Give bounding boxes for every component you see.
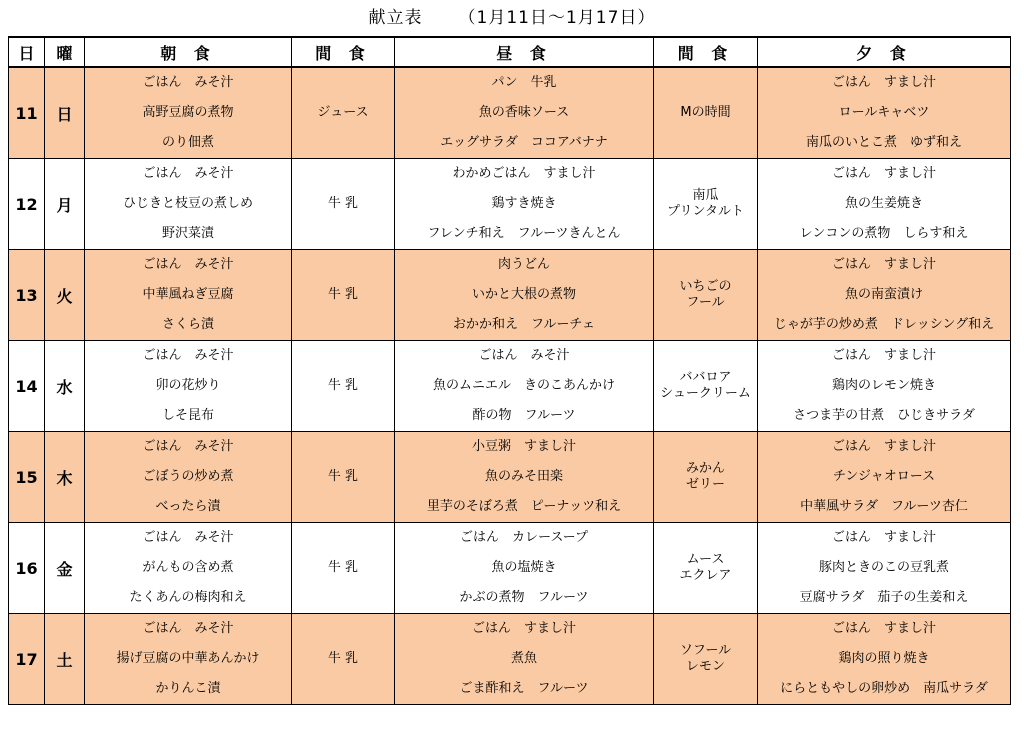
snack-1-cell xyxy=(292,432,395,523)
breakfast-dish: 高野豆腐の煮物 xyxy=(85,98,292,128)
lunch-dish: 魚の香味ソース xyxy=(395,98,654,128)
table-row xyxy=(9,401,1011,432)
dinner-dish: ロールキャベツ xyxy=(758,98,1011,128)
breakfast-dish: 揚げ豆腐の中華あんかけ xyxy=(85,644,292,674)
day-number: 16 xyxy=(9,523,45,614)
snack-1-item: ジュース xyxy=(317,105,369,120)
dinner-dish: ごはん すまし汁 xyxy=(758,614,1011,645)
snack-2-item: ババロア xyxy=(679,370,732,385)
header-snack-2: 間 食 xyxy=(654,37,758,67)
snack-2-cell xyxy=(654,250,758,341)
weekday: 木 xyxy=(45,432,85,523)
table-row xyxy=(9,280,1011,310)
header-snack-1: 間 食 xyxy=(292,37,395,67)
snack-1-item: 牛 乳 xyxy=(327,287,359,302)
lunch-dish: 魚の塩焼き xyxy=(395,553,654,583)
breakfast-dish: さくら漬 xyxy=(85,310,292,341)
snack-2-item: いちごの xyxy=(679,279,732,294)
breakfast-dish: ごはん みそ汁 xyxy=(85,341,292,372)
snack-2-item: プリンタルト xyxy=(667,204,744,219)
snack-2-item: エクレア xyxy=(679,568,732,583)
lunch-dish: 里芋のそぼろ煮 ピーナッツ和え xyxy=(395,492,654,523)
breakfast-dish: 卯の花炒り xyxy=(85,371,292,401)
snack-2-cell xyxy=(654,614,758,705)
snack-1-item: 牛 乳 xyxy=(327,651,359,666)
dinner-dish: 豆腐サラダ 茄子の生姜和え xyxy=(758,583,1011,614)
breakfast-dish: ひじきと枝豆の煮しめ xyxy=(85,189,292,219)
snack-2-cell xyxy=(654,523,758,614)
breakfast-dish: がんもの含め煮 xyxy=(85,553,292,583)
table-row xyxy=(9,674,1011,705)
table-row xyxy=(9,67,1011,98)
snack-2-item: フール xyxy=(686,295,725,310)
lunch-dish: 肉うどん xyxy=(395,250,654,281)
lunch-dish: フレンチ和え フルーツきんとん xyxy=(395,219,654,250)
snack-2-item: シュークリーム xyxy=(660,386,751,401)
dinner-dish: ごはん すまし汁 xyxy=(758,432,1011,463)
lunch-dish: 魚のムニエル きのこあんかけ xyxy=(395,371,654,401)
title-date-range: （1月11日～1月17日） xyxy=(458,8,656,28)
snack-2-item: みかん xyxy=(685,461,725,476)
table-row xyxy=(9,341,1011,372)
dinner-dish: ごはん すまし汁 xyxy=(758,67,1011,98)
day-number: 15 xyxy=(9,432,45,523)
table-row xyxy=(9,159,1011,190)
weekday: 日 xyxy=(45,67,85,159)
snack-1-item: 牛 乳 xyxy=(327,378,359,393)
breakfast-dish: ごはん みそ汁 xyxy=(85,159,292,190)
lunch-dish: ごはん みそ汁 xyxy=(395,341,654,372)
dinner-dish: 中華風サラダ フルーツ杏仁 xyxy=(758,492,1011,523)
table-row xyxy=(9,644,1011,674)
snack-1-item: 牛 乳 xyxy=(327,196,359,211)
snack-1-item: 牛 乳 xyxy=(327,560,359,575)
breakfast-dish: かりんこ漬 xyxy=(85,674,292,705)
dinner-dish: にらともやしの卵炒め 南瓜サラダ xyxy=(758,674,1011,705)
lunch-dish: おかか和え フルーチェ xyxy=(395,310,654,341)
breakfast-dish: ごはん みそ汁 xyxy=(85,67,292,98)
breakfast-dish: べったら漬 xyxy=(85,492,292,523)
lunch-dish: エッグサラダ ココアバナナ xyxy=(395,128,654,159)
weekday: 水 xyxy=(45,341,85,432)
menu-table xyxy=(8,36,1011,705)
breakfast-dish: ごはん みそ汁 xyxy=(85,523,292,554)
snack-2-item: ムース xyxy=(686,552,725,567)
weekday: 月 xyxy=(45,159,85,250)
dinner-dish: 南瓜のいとこ煮 ゆず和え xyxy=(758,128,1011,159)
snack-2-item: レモン xyxy=(685,659,725,674)
table-row xyxy=(9,310,1011,341)
snack-1-cell xyxy=(292,250,395,341)
page-title xyxy=(0,4,1024,32)
header-lunch: 昼 食 xyxy=(395,37,654,67)
dinner-dish: チンジャオロース xyxy=(758,462,1011,492)
day-number: 11 xyxy=(9,67,45,159)
breakfast-dish: 野沢菜漬 xyxy=(85,219,292,250)
snack-2-cell xyxy=(654,159,758,250)
header-dinner: 夕 食 xyxy=(758,37,1011,67)
lunch-dish: ごま酢和え フルーツ xyxy=(395,674,654,705)
dinner-dish: じゃが芋の炒め煮 ドレッシング和え xyxy=(758,310,1011,341)
table-row xyxy=(9,371,1011,401)
breakfast-dish: たくあんの梅肉和え xyxy=(85,583,292,614)
table-row xyxy=(9,189,1011,219)
weekday: 火 xyxy=(45,250,85,341)
table-row xyxy=(9,432,1011,463)
lunch-dish: ごはん すまし汁 xyxy=(395,614,654,645)
snack-2-item: 南瓜 xyxy=(692,188,719,203)
lunch-dish: パン 牛乳 xyxy=(395,67,654,98)
menu-body xyxy=(9,67,1011,705)
day-number: 14 xyxy=(9,341,45,432)
snack-2-cell xyxy=(654,341,758,432)
snack-1-cell xyxy=(292,67,395,159)
lunch-dish: 魚のみそ田楽 xyxy=(395,462,654,492)
snack-1-cell xyxy=(292,523,395,614)
snack-1-cell xyxy=(292,159,395,250)
weekday: 土 xyxy=(45,614,85,705)
table-row xyxy=(9,98,1011,128)
day-number: 17 xyxy=(9,614,45,705)
lunch-dish: 酢の物 フルーツ xyxy=(395,401,654,432)
table-row xyxy=(9,492,1011,523)
table-row xyxy=(9,250,1011,281)
dinner-dish: ごはん すまし汁 xyxy=(758,159,1011,190)
snack-1-cell xyxy=(292,341,395,432)
breakfast-dish: しそ昆布 xyxy=(85,401,292,432)
snack-1-cell xyxy=(292,614,395,705)
dinner-dish: 豚肉ときのこの豆乳煮 xyxy=(758,553,1011,583)
table-row xyxy=(9,219,1011,250)
header-weekday: 曜 xyxy=(45,37,85,67)
dinner-dish: 鶏肉の照り焼き xyxy=(758,644,1011,674)
dinner-dish: さつま芋の甘煮 ひじきサラダ xyxy=(758,401,1011,432)
table-row xyxy=(9,614,1011,645)
snack-2-item: ゼリー xyxy=(685,477,725,492)
snack-2-item: Mの時間 xyxy=(680,105,731,120)
snack-2-cell xyxy=(654,67,758,159)
dinner-dish: 魚の生姜焼き xyxy=(758,189,1011,219)
dinner-dish: 魚の南蛮漬け xyxy=(758,280,1011,310)
header-row xyxy=(9,37,1011,67)
lunch-dish: ごはん カレースープ xyxy=(395,523,654,554)
day-number: 13 xyxy=(9,250,45,341)
weekday: 金 xyxy=(45,523,85,614)
lunch-dish: 小豆粥 すまし汁 xyxy=(395,432,654,463)
breakfast-dish: ごはん みそ汁 xyxy=(85,432,292,463)
day-number: 12 xyxy=(9,159,45,250)
lunch-dish: いかと大根の煮物 xyxy=(395,280,654,310)
dinner-dish: ごはん すまし汁 xyxy=(758,250,1011,281)
table-row xyxy=(9,523,1011,554)
header-breakfast: 朝 食 xyxy=(85,37,292,67)
table-row xyxy=(9,553,1011,583)
snack-2-item: ソフール xyxy=(679,643,732,658)
breakfast-dish: ごぼうの炒め煮 xyxy=(85,462,292,492)
dinner-dish: レンコンの煮物 しらす和え xyxy=(758,219,1011,250)
title-main: 献立表 xyxy=(368,8,423,28)
breakfast-dish: ごはん みそ汁 xyxy=(85,250,292,281)
dinner-dish: ごはん すまし汁 xyxy=(758,341,1011,372)
table-row xyxy=(9,462,1011,492)
snack-2-cell xyxy=(654,432,758,523)
snack-1-item: 牛 乳 xyxy=(327,469,359,484)
dinner-dish: 鶏肉のレモン焼き xyxy=(758,371,1011,401)
breakfast-dish: 中華風ねぎ豆腐 xyxy=(85,280,292,310)
table-row xyxy=(9,128,1011,159)
lunch-dish: かぶの煮物 フルーツ xyxy=(395,583,654,614)
table-row xyxy=(9,583,1011,614)
dinner-dish: ごはん すまし汁 xyxy=(758,523,1011,554)
lunch-dish: わかめごはん すまし汁 xyxy=(395,159,654,190)
lunch-dish: 鶏すき焼き xyxy=(395,189,654,219)
header-day: 日 xyxy=(9,37,45,67)
breakfast-dish: ごはん みそ汁 xyxy=(85,614,292,645)
lunch-dish: 煮魚 xyxy=(395,644,654,674)
breakfast-dish: のり佃煮 xyxy=(85,128,292,159)
